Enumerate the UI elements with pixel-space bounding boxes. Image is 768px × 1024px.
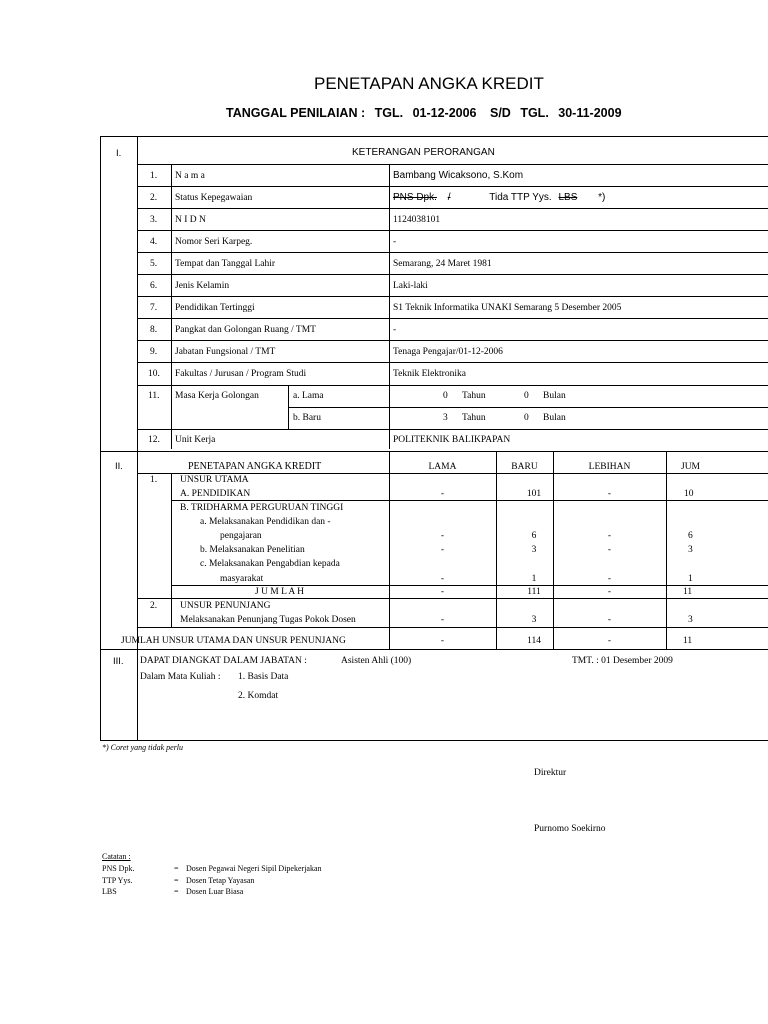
- cell-value: 114: [527, 636, 541, 646]
- pendidikan-label: A. PENDIDIKAN: [180, 489, 251, 499]
- cell-value: -: [607, 545, 612, 555]
- unsur-penunjang-label: UNSUR PENUNJANG: [180, 601, 271, 611]
- tenure-years-unit: Tahun: [462, 391, 486, 401]
- row-number: 10.: [148, 369, 160, 379]
- section-1-roman: I.: [116, 148, 122, 159]
- value-position: Tenaga Pengajar/01-12-2006: [393, 347, 503, 357]
- cell-value: -: [440, 636, 445, 646]
- tenure-old-label: a. Lama: [293, 391, 324, 401]
- cell-value: -: [607, 615, 612, 625]
- row-label-karpeg: Nomor Seri Karpeg.: [175, 237, 253, 247]
- footnote: *) Coret yang tidak perlu: [102, 743, 184, 752]
- note-eq: =: [174, 887, 179, 896]
- section-1-heading: KETERANGAN PERORANGAN: [352, 147, 495, 158]
- cell-value: 3: [688, 615, 693, 625]
- tgl1-label: TGL.: [374, 106, 404, 120]
- value-education: S1 Teknik Informatika UNAKI Semarang 5 Desember 2005: [393, 303, 622, 313]
- subject-2: 2. Komdat: [238, 691, 279, 701]
- value-ttl: Semarang, 24 Maret 1981: [393, 259, 492, 269]
- row-number: 6.: [150, 281, 158, 291]
- status-pns: PNS Dpk.: [393, 192, 437, 203]
- cell-value: 6: [688, 531, 693, 541]
- grand-total-label: JUMLAH UNSUR UTAMA DAN UNSUR PENUNJANG: [121, 636, 346, 646]
- value-nama: Bambang Wicaksono, S.Kom: [393, 170, 524, 181]
- tenure-old-years: 0: [443, 391, 448, 401]
- tenure-months-unit: Bulan: [543, 413, 566, 423]
- value-rank: -: [393, 325, 397, 335]
- promotion-position: Asisten Ahli (100): [341, 656, 412, 666]
- row-label-ttl: Tempat dan Tanggal Lahir: [175, 259, 276, 269]
- note-abbr: TTP Yys.: [102, 876, 133, 885]
- cell-value: 3: [688, 545, 693, 555]
- sd-label: S/D: [490, 106, 511, 120]
- note-abbr: LBS: [102, 887, 117, 896]
- tenure-new-months: 0: [524, 413, 529, 423]
- penunjang-desc: Melaksanakan Penunjang Tugas Pokok Dosen: [180, 615, 356, 625]
- cell-value: 6: [531, 531, 537, 541]
- row-label-status: Status Kepegawaian: [175, 193, 253, 203]
- cell-value: -: [607, 574, 612, 584]
- row-label-tenure: Masa Kerja Golongan: [175, 391, 259, 401]
- cell-value: -: [440, 545, 445, 555]
- value-faculty: Teknik Elektronika: [393, 369, 466, 379]
- tenure-old-months: 0: [524, 391, 529, 401]
- col-header-baru: BARU: [511, 462, 538, 472]
- tgl2-label: TGL.: [520, 106, 549, 120]
- row-number: 5.: [150, 259, 158, 269]
- jumlah-label: J U M L A H: [255, 587, 305, 597]
- signature-name: Purnomo Soekirno: [534, 824, 606, 834]
- row-label-unit: Unit Kerja: [175, 435, 216, 445]
- promotion-tmt: TMT. : 01 Desember 2009: [572, 656, 673, 666]
- note-desc: Dosen Luar Biasa: [186, 887, 244, 896]
- row-number: 1.: [150, 475, 158, 485]
- cell-value: -: [607, 587, 612, 597]
- row-label-nama: N a m a: [175, 171, 205, 181]
- value-unit: POLITEKNIK BALIKPAPAN: [393, 435, 511, 445]
- section-2-roman: II.: [115, 461, 123, 472]
- value-status: [393, 192, 605, 203]
- note-eq: =: [174, 876, 179, 885]
- start-date: 01-12-2006: [412, 106, 477, 120]
- unsur-utama-label: UNSUR UTAMA: [180, 475, 249, 485]
- pendidikan-pengajaran-label: a. Melaksanakan Pendidikan dan -: [200, 517, 331, 527]
- value-karpeg: -: [393, 237, 397, 247]
- row-number: 8.: [150, 325, 158, 335]
- value-nidn: 1124038101: [393, 215, 441, 225]
- row-label-education: Pendidikan Tertinggi: [175, 303, 255, 313]
- subject-1: 1. Basis Data: [238, 672, 289, 682]
- period-label: TANGGAL PENILAIAN :: [226, 106, 366, 120]
- cell-value: 10: [684, 489, 694, 499]
- col-header-jumlah: JUM: [681, 462, 701, 472]
- cell-value: -: [440, 489, 445, 499]
- note-eq: =: [174, 864, 179, 873]
- pengajaran-label: pengajaran: [220, 531, 262, 541]
- row-label-rank: Pangkat dan Golongan Ruang / TMT: [175, 325, 316, 335]
- masyarakat-label: masyarakat: [220, 574, 264, 584]
- tridharma-label: B. TRIDHARMA PERGURUAN TINGGI: [180, 503, 344, 513]
- col-header-lebihan: LEBIHAN: [588, 462, 631, 472]
- subject-label: Dalam Mata Kuliah :: [140, 672, 221, 682]
- row-number: 3.: [150, 215, 158, 225]
- cell-value: -: [607, 636, 612, 646]
- cell-value: 11: [683, 587, 693, 597]
- note-desc: Dosen Pegawai Negeri Sipil Dipekerjakan: [186, 864, 322, 873]
- row-number: 2.: [150, 601, 158, 611]
- promotion-text: DAPAT DIANGKAT DALAM JABATAN :: [140, 656, 307, 666]
- page-title: PENETAPAN ANGKA KREDIT: [314, 74, 544, 93]
- row-number: 1.: [150, 171, 158, 181]
- cell-value: 3: [531, 615, 537, 625]
- tenure-months-unit: Bulan: [543, 391, 566, 401]
- cell-value: 11: [683, 636, 693, 646]
- cell-value: 111: [527, 587, 541, 597]
- section-3-roman: III.: [113, 656, 124, 667]
- cell-value: -: [440, 615, 445, 625]
- cell-value: 3: [531, 545, 537, 555]
- value-gender: Laki-laki: [393, 281, 428, 291]
- cell-value: -: [607, 489, 612, 499]
- col-header-lama: LAMA: [428, 462, 457, 472]
- note-abbr: PNS Dpk.: [102, 864, 135, 873]
- status-separator: /: [447, 192, 451, 203]
- row-number: 7.: [150, 303, 158, 313]
- cell-value: 1: [688, 574, 693, 584]
- row-number: 2.: [150, 193, 158, 203]
- note-desc: Dosen Tetap Yayasan: [186, 876, 255, 885]
- penelitian-label: b. Melaksanakan Penelitian: [200, 545, 305, 555]
- cell-value: 101: [526, 489, 542, 499]
- notes-heading: Catatan :: [102, 852, 131, 861]
- section-2-heading: PENETAPAN ANGKA KREDIT: [188, 461, 322, 472]
- row-number: 4.: [150, 237, 158, 247]
- row-number: 9.: [150, 347, 158, 357]
- tenure-new-years: 3: [443, 413, 448, 423]
- cell-value: -: [607, 531, 612, 541]
- status-lbs: LBS: [558, 192, 578, 203]
- assessment-period: [226, 106, 622, 120]
- cell-value: -: [440, 531, 445, 541]
- row-label-nidn: N I D N: [175, 215, 206, 225]
- cell-value: 1: [531, 574, 537, 584]
- end-date: 30-11-2009: [558, 106, 622, 120]
- tenure-new-label: b. Baru: [293, 413, 321, 423]
- row-number: 11.: [148, 391, 160, 401]
- signature-title: Direktur: [534, 768, 567, 778]
- cell-value: -: [440, 587, 445, 597]
- cell-value: -: [440, 574, 445, 584]
- row-label-gender: Jenis Kelamin: [175, 281, 230, 291]
- row-number: 12.: [148, 435, 160, 445]
- status-note: *): [598, 192, 606, 203]
- status-ttp: Tida TTP Yys.: [489, 192, 552, 203]
- tenure-years-unit: Tahun: [462, 413, 486, 423]
- pengabdian-label: c. Melaksanakan Pengabdian kepada: [200, 559, 340, 569]
- row-label-faculty: Fakultas / Jurusan / Program Studi: [175, 369, 307, 379]
- row-label-position: Jabatan Fungsional / TMT: [175, 347, 276, 357]
